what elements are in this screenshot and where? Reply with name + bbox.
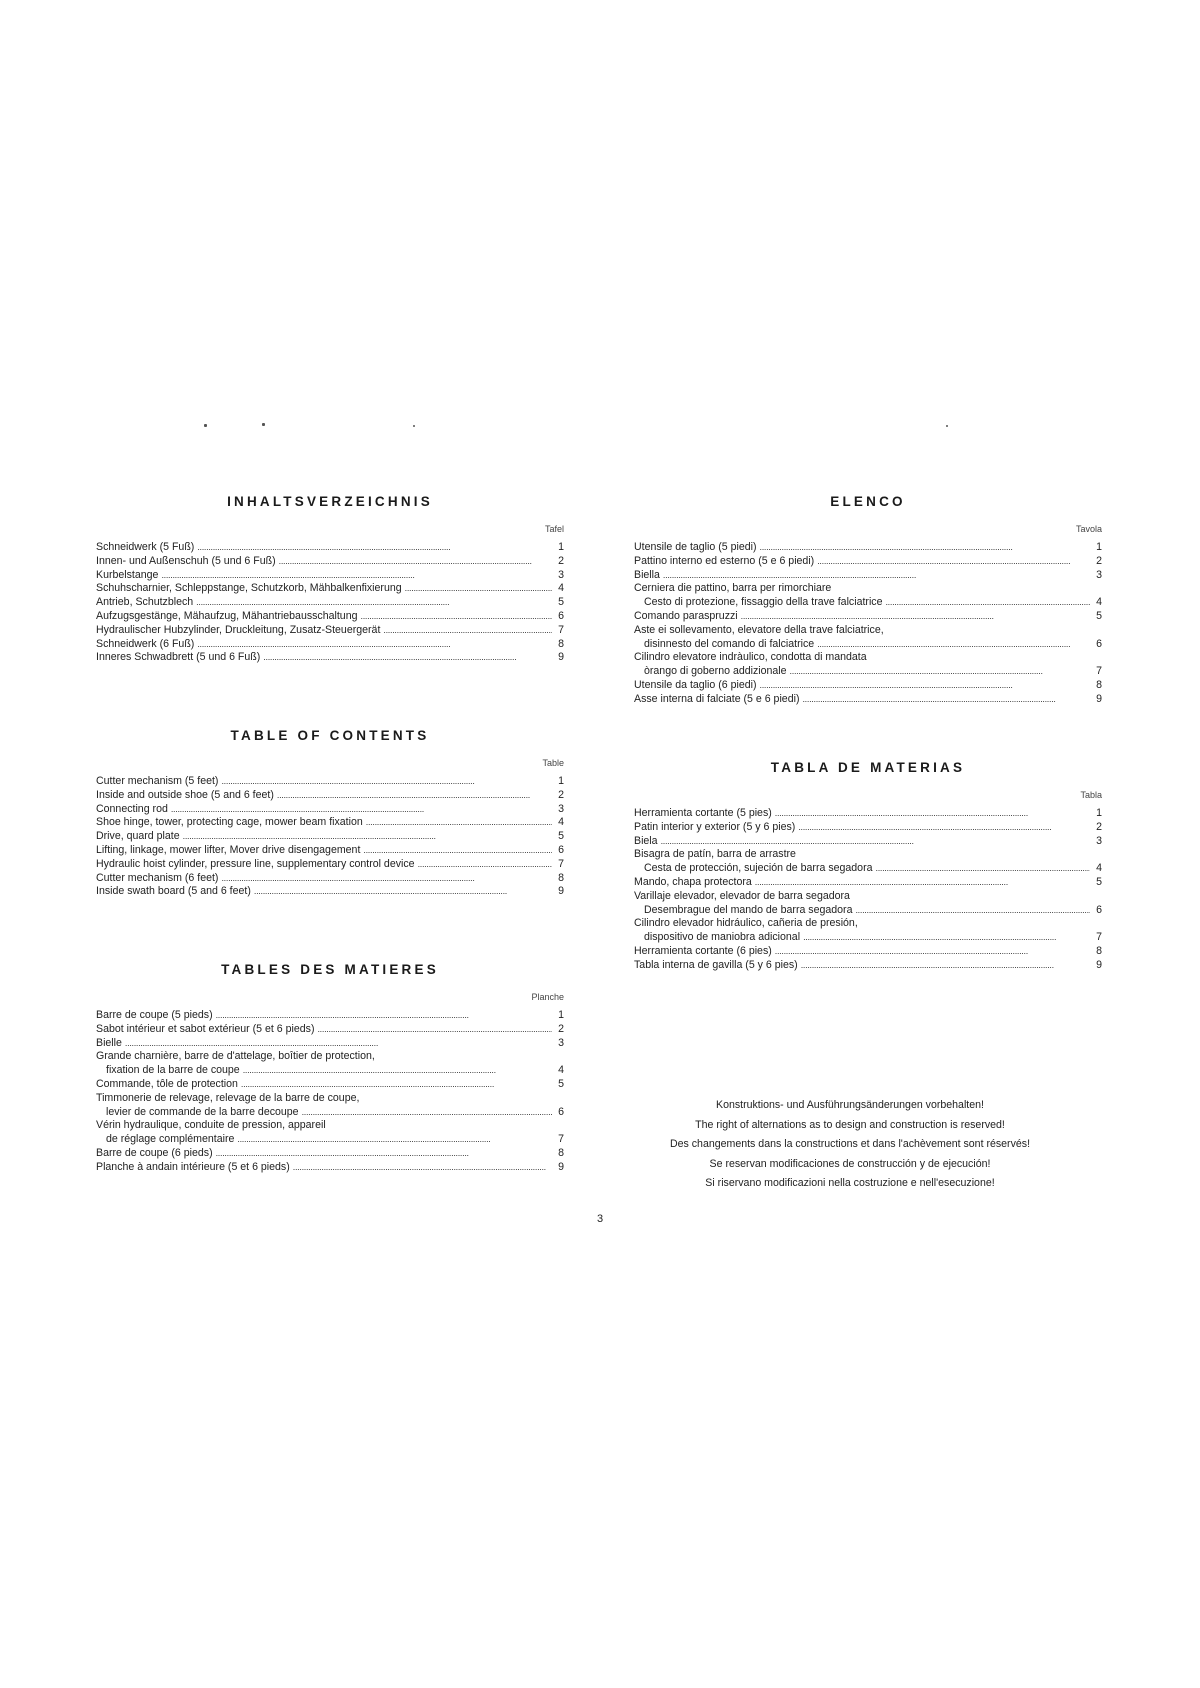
- toc-entry-text: fixation de la barre de coupe: [106, 1064, 240, 1077]
- toc-entry-page: 2: [1096, 554, 1102, 567]
- toc-entry-page: 1: [558, 1009, 564, 1021]
- section-title: INHALTSVERZEICHNIS: [227, 494, 433, 509]
- toc-entry-text: Asse interna di falciate (5 e 6 piedi): [634, 692, 800, 705]
- toc-entry-line: [96, 872, 564, 886]
- dot-leader: [802, 693, 1090, 707]
- toc-entry: [96, 1147, 564, 1161]
- toc-entry-page: 9: [1096, 692, 1102, 705]
- toc-entry-page: 8: [558, 1146, 564, 1159]
- dot-leader: [216, 1009, 552, 1023]
- toc-entry-line: [96, 858, 564, 872]
- toc-entry-line: [96, 885, 564, 899]
- toc-entry-line: [634, 821, 1102, 835]
- dot-leader: [801, 959, 1090, 973]
- toc-entry: [634, 569, 1102, 583]
- toc-entry-page: 7: [558, 623, 564, 636]
- print-speck: [204, 424, 207, 427]
- toc-entry-text: Antrieb, Schutzblech: [96, 596, 194, 609]
- toc-entry-text: Desembrague del mando de barra segadora: [644, 903, 853, 916]
- dot-leader: [790, 665, 1090, 679]
- toc-entry-text: levier de commande de la barre decoupe: [106, 1105, 299, 1118]
- toc-entry-line: [96, 638, 564, 652]
- dot-leader: [760, 541, 1091, 555]
- toc-entry-text: Mando, chapa protectora: [634, 875, 752, 888]
- toc-entry-line: [96, 775, 564, 789]
- toc-entry-line: [634, 596, 1102, 610]
- toc-entry-line: [634, 679, 1102, 693]
- dot-leader: [755, 876, 1090, 890]
- dot-leader: [171, 803, 552, 817]
- column-label: Table: [542, 758, 564, 768]
- toc-entry: [96, 1119, 564, 1147]
- toc-entry-page: 6: [558, 1105, 564, 1118]
- column-label: Tafel: [544, 524, 564, 534]
- note-line-de: Konstruktions- und Ausführungsänderungen vorbehalten!: [716, 1099, 984, 1111]
- dot-leader: [760, 679, 1091, 693]
- toc-entry: [96, 1050, 564, 1078]
- toc-entry-text: Cesto di protezione, fissaggio della trave falciatrice: [644, 596, 883, 609]
- toc-entry-page: 3: [1096, 834, 1102, 847]
- toc-entry-page: 7: [558, 1133, 564, 1146]
- print-speck: [946, 425, 948, 427]
- toc-entry-text: Planche à andain intérieure (5 et 6 pieds): [96, 1160, 290, 1173]
- toc-entry-page: 1: [558, 775, 564, 787]
- toc-entry-text: Cesta de protección, sujeción de barra segadora: [644, 862, 873, 875]
- dot-leader: [885, 596, 1090, 610]
- toc-entry-page: 4: [558, 582, 564, 595]
- toc-entry-page: 6: [1096, 903, 1102, 916]
- dot-leader: [221, 775, 552, 789]
- toc-entry-text: Vérin hydraulique, conduite de pression, appareil: [96, 1119, 326, 1132]
- toc-entry-line: [96, 1119, 564, 1133]
- toc-entry-line: [634, 582, 1102, 596]
- toc-entry-text: Bielle: [96, 1036, 122, 1049]
- toc-entry-text: dispositivo de maniobra adicional: [644, 931, 801, 944]
- toc-entry-page: 6: [1096, 637, 1102, 650]
- toc-entry-text: disinnesto del comando di falciatrice: [644, 637, 815, 650]
- toc-entry-text: Inneres Schwadbrett (5 und 6 Fuß): [96, 651, 261, 664]
- toc-entry: [96, 1037, 564, 1051]
- toc-entry-page: 6: [558, 609, 564, 622]
- toc-entry: [634, 848, 1102, 876]
- dot-leader: [741, 610, 1090, 624]
- toc-entry-text: Biella: [634, 568, 660, 581]
- toc-entry-text: Hydraulischer Hubzylinder, Druckleitung, Zusatz-Steuergerät: [96, 623, 381, 636]
- toc-entry-line: [96, 1009, 564, 1023]
- print-speck: [413, 425, 415, 427]
- toc-entry-text: Tabla interna de gavilla (5 y 6 pies): [634, 958, 798, 971]
- toc-entry-line: [634, 693, 1102, 707]
- toc-entry-page: 6: [558, 843, 564, 856]
- toc-entry-line: [96, 610, 564, 624]
- toc-entry-line: [96, 1064, 564, 1078]
- toc-entry-text: de réglage complémentaire: [106, 1133, 235, 1146]
- toc-entry-line: [96, 844, 564, 858]
- note-line-it: Si riservano modificazioni nella costruzione e nell'esecuzione!: [705, 1177, 995, 1189]
- toc-entry: [96, 1078, 564, 1092]
- toc-entry-page: 7: [1096, 665, 1102, 678]
- toc-entry-line: [96, 1050, 564, 1064]
- toc-entry-line: [96, 1133, 564, 1147]
- toc-english: [96, 728, 564, 899]
- toc-entry-page: 3: [558, 568, 564, 581]
- toc-entry-line: [634, 638, 1102, 652]
- toc-entry-line: [96, 1023, 564, 1037]
- toc-entry-text: Cutter mechanism (6 feet): [96, 871, 219, 884]
- toc-entry: [96, 1161, 564, 1175]
- dot-leader: [216, 1147, 552, 1161]
- toc-entry-text: Cerniera die pattino, barra per rimorchiare: [634, 582, 832, 595]
- section-title: TABLES DES MATIERES: [221, 962, 439, 977]
- toc-entry-text: Herramienta cortante (5 pies): [634, 807, 772, 819]
- toc-entry: [96, 651, 564, 665]
- toc-entry-page: 9: [558, 651, 564, 664]
- toc-entry-line: [634, 862, 1102, 876]
- toc-entry-line: [634, 890, 1102, 904]
- toc-entry-page: 2: [558, 1022, 564, 1035]
- dot-leader: [237, 1133, 552, 1147]
- toc-entry-text: Connecting rod: [96, 802, 168, 815]
- toc-entry-page: 4: [558, 816, 564, 829]
- toc-entry: [96, 638, 564, 652]
- toc-entry: [96, 872, 564, 886]
- toc-entry-text: Biela: [634, 834, 658, 847]
- dot-leader: [243, 1064, 552, 1078]
- toc-entry-line: [96, 569, 564, 583]
- toc-entry: [96, 885, 564, 899]
- toc-entry-line: [96, 789, 564, 803]
- toc-entry-text: Shoe hinge, tower, protecting cage, mower beam fixation: [96, 816, 363, 829]
- toc-entry-line: [634, 835, 1102, 849]
- toc-entry: [96, 555, 564, 569]
- toc-entry-text: Pattino interno ed esterno (5 e 6 piedi): [634, 554, 815, 567]
- toc-entry-line: [634, 569, 1102, 583]
- dot-leader: [161, 569, 552, 583]
- toc-entry-line: [96, 1106, 564, 1120]
- toc-entry-line: [634, 665, 1102, 679]
- column-label: Tavola: [1075, 524, 1102, 534]
- toc-entry-text: Inside and outside shoe (5 and 6 feet): [96, 788, 274, 801]
- dot-leader: [263, 651, 552, 665]
- toc-spanish: [634, 760, 1102, 973]
- toc-entry-page: 9: [558, 885, 564, 898]
- toc-entry-text: Schneidwerk (6 Fuß): [96, 637, 195, 650]
- toc-entry: [634, 624, 1102, 652]
- dot-leader: [855, 904, 1090, 918]
- dot-leader: [254, 885, 552, 899]
- dot-leader: [221, 872, 552, 886]
- toc-entry-line: [96, 555, 564, 569]
- toc-entry-text: òrango di goberno addizionale: [644, 665, 787, 678]
- toc-entry-line: [96, 1078, 564, 1092]
- toc-entry-text: Sabot intérieur et sabot extérieur (5 et 6 pieds): [96, 1022, 315, 1035]
- toc-entry-page: 1: [1096, 541, 1102, 553]
- toc-entry-line: [634, 848, 1102, 862]
- toc-entry-text: Utensile da taglio (6 piedi): [634, 678, 757, 691]
- toc-entry-page: 9: [1096, 958, 1102, 971]
- toc-entry: [634, 835, 1102, 849]
- toc-entry-text: Drive, quard plate: [96, 830, 180, 843]
- toc-entry-text: Lifting, linkage, mower lifter, Mover drive disengagement: [96, 843, 361, 856]
- toc-entry-line: [634, 651, 1102, 665]
- toc-entry-line: [96, 1147, 564, 1161]
- toc-entry: [634, 821, 1102, 835]
- toc-entry-page: 4: [558, 1064, 564, 1077]
- toc-entry: [96, 844, 564, 858]
- toc-entry-page: 9: [558, 1160, 564, 1173]
- dot-leader: [366, 816, 552, 830]
- toc-entry: [634, 917, 1102, 945]
- dot-leader: [197, 638, 552, 652]
- toc-entry-line: [634, 959, 1102, 973]
- toc-entry-line: [634, 555, 1102, 569]
- toc-entry-page: 5: [558, 1077, 564, 1090]
- toc-entry: [634, 945, 1102, 959]
- toc-entry-line: [96, 1161, 564, 1175]
- dot-leader: [241, 1078, 552, 1092]
- dot-leader: [418, 858, 552, 872]
- toc-entry-text: Cilindro elevatore indràulico, condotta di mandata: [634, 651, 867, 664]
- toc-entry: [634, 555, 1102, 569]
- toc-italian: [634, 494, 1102, 707]
- toc-entry-text: Grande charnière, barre de d'attelage, boîtier de protection,: [96, 1050, 375, 1063]
- toc-entry-page: 4: [1096, 596, 1102, 609]
- dot-leader: [661, 835, 1090, 849]
- toc-entry-text: Bisagra de patín, barra de arrastre: [634, 848, 796, 861]
- toc-entry: [634, 876, 1102, 890]
- toc-entry-page: 4: [1096, 862, 1102, 875]
- toc-entry: [96, 1009, 564, 1023]
- dot-leader: [197, 541, 552, 555]
- toc-entry-page: 8: [1096, 944, 1102, 957]
- toc-entry-line: [96, 816, 564, 830]
- toc-entry: [634, 693, 1102, 707]
- toc-entry: [634, 582, 1102, 610]
- note-line-en: The right of alternations as to design and construction is reserved!: [695, 1118, 1005, 1131]
- toc-entry-line: [634, 541, 1102, 555]
- column-label: Tabla: [1080, 790, 1102, 800]
- toc-entry-line: [634, 610, 1102, 624]
- dot-leader: [405, 582, 552, 596]
- toc-entry-text: Inside swath board (5 and 6 feet): [96, 885, 251, 898]
- toc-entry: [634, 890, 1102, 918]
- toc-entry-page: 8: [558, 637, 564, 650]
- toc-entry: [96, 569, 564, 583]
- dot-leader: [196, 596, 552, 610]
- dot-leader: [798, 821, 1090, 835]
- toc-entry-text: Aufzugsgestänge, Mähaufzug, Mähantriebausschaltung: [96, 609, 358, 622]
- toc-entry: [96, 775, 564, 789]
- dot-leader: [317, 1023, 552, 1037]
- toc-entry: [96, 830, 564, 844]
- toc-entry: [96, 624, 564, 638]
- toc-entry-text: Patin interior y exterior (5 y 6 pies): [634, 820, 796, 833]
- toc-entry-line: [96, 1092, 564, 1106]
- toc-entry-line: [634, 807, 1102, 821]
- toc-entry-page: 3: [1096, 568, 1102, 581]
- dot-leader: [663, 569, 1090, 583]
- dot-leader: [302, 1106, 552, 1120]
- toc-entry-page: 7: [558, 857, 564, 870]
- toc-entry-line: [96, 803, 564, 817]
- toc-entry-text: Barre de coupe (6 pieds): [96, 1146, 213, 1159]
- toc-entry-text: Comando paraspruzzi: [634, 609, 738, 622]
- dot-leader: [775, 807, 1090, 821]
- toc-entry-line: [96, 582, 564, 596]
- toc-entry: [634, 610, 1102, 624]
- toc-entry-line: [634, 931, 1102, 945]
- toc-entry: [96, 596, 564, 610]
- dot-leader: [817, 638, 1090, 652]
- dot-leader: [183, 830, 552, 844]
- section-title: ELENCO: [830, 494, 906, 509]
- toc-entry-page: 8: [558, 871, 564, 884]
- toc-entry: [96, 1092, 564, 1120]
- toc-entry-text: Herramienta cortante (6 pies): [634, 944, 772, 957]
- section-title: TABLA DE MATERIAS: [770, 760, 966, 775]
- toc-entry: [634, 541, 1102, 555]
- toc-entry-page: 1: [558, 541, 564, 553]
- toc-entry-line: [96, 624, 564, 638]
- dot-leader: [803, 931, 1090, 945]
- toc-entry: [96, 1023, 564, 1037]
- toc-entry-text: Cutter mechanism (5 feet): [96, 775, 219, 787]
- toc-entry-page: 3: [558, 802, 564, 815]
- toc-entry: [634, 651, 1102, 679]
- toc-entry-text: Barre de coupe (5 pieds): [96, 1009, 213, 1021]
- toc-entry-text: Commande, tôle de protection: [96, 1077, 238, 1090]
- toc-entry: [96, 582, 564, 596]
- dot-leader: [279, 555, 552, 569]
- dot-leader: [876, 862, 1091, 876]
- section-title: TABLE OF CONTENTS: [230, 728, 430, 743]
- toc-entry-line: [96, 596, 564, 610]
- toc-entry-page: 2: [558, 788, 564, 801]
- toc-entry-page: 2: [558, 554, 564, 567]
- reservation-note: [610, 1096, 1090, 1194]
- note-line-es: Se reservan modificaciones de construcción y de ejecución!: [709, 1157, 991, 1170]
- toc-entry-text: Timmonerie de relevage, relevage de la barre de coupe,: [96, 1091, 360, 1104]
- toc-entry-line: [96, 830, 564, 844]
- dot-leader: [293, 1161, 552, 1175]
- toc-entry-page: 5: [1096, 609, 1102, 622]
- toc-entry-line: [96, 541, 564, 555]
- toc-entry-line: [634, 904, 1102, 918]
- toc-entry-text: Utensile de taglio (5 piedi): [634, 541, 757, 553]
- toc-entry-line: [634, 917, 1102, 931]
- toc-entry-text: Varillaje elevador, elevador de barra segadora: [634, 889, 850, 902]
- toc-entry-text: Schneidwerk (5 Fuß): [96, 541, 195, 553]
- toc-entry: [96, 789, 564, 803]
- page-number: 3: [596, 1213, 604, 1225]
- toc-entry-line: [96, 1037, 564, 1051]
- toc-entry-text: Hydraulic hoist cylinder, pressure line, supplementary control device: [96, 857, 415, 870]
- toc-entry-page: 1: [1096, 807, 1102, 819]
- toc-german: [96, 494, 564, 665]
- toc-entry-text: Aste ei sollevamento, elevatore della trave falciatrice,: [634, 623, 884, 636]
- toc-entry: [96, 541, 564, 555]
- toc-entry: [96, 816, 564, 830]
- print-speck: [262, 423, 265, 426]
- dot-leader: [383, 624, 552, 638]
- note-line-fr: Des changements dans la constructions et dans l'achèvement sont réservés!: [669, 1138, 1031, 1150]
- toc-entry-text: Innen- und Außenschuh (5 und 6 Fuß): [96, 554, 276, 567]
- toc-entry: [634, 679, 1102, 693]
- dot-leader: [277, 789, 552, 803]
- toc-entry-line: [634, 876, 1102, 890]
- toc-entry-page: 7: [1096, 931, 1102, 944]
- toc-entry: [96, 610, 564, 624]
- dot-leader: [775, 945, 1090, 959]
- toc-entry-line: [634, 945, 1102, 959]
- dot-leader: [125, 1037, 552, 1051]
- toc-entry-page: 5: [558, 830, 564, 843]
- toc-entry-line: [634, 624, 1102, 638]
- dot-leader: [363, 844, 552, 858]
- toc-entry: [96, 858, 564, 872]
- toc-entry-text: Kurbelstange: [96, 568, 159, 581]
- toc-entry: [634, 807, 1102, 821]
- toc-entry-page: 5: [558, 596, 564, 609]
- toc-entry-page: 3: [558, 1036, 564, 1049]
- dot-leader: [361, 610, 553, 624]
- toc-entry-text: Cilindro elevador hidráulico, cañeria de presión,: [634, 917, 858, 930]
- toc-entry-page: 8: [1096, 678, 1102, 691]
- toc-french: [96, 962, 564, 1175]
- toc-entry-page: 5: [1096, 875, 1102, 888]
- toc-entry-page: 2: [1096, 820, 1102, 833]
- toc-entry-text: Schuhscharnier, Schleppstange, Schutzkorb, Mähbalkenfixierung: [96, 582, 402, 595]
- toc-entry: [96, 803, 564, 817]
- toc-entry-line: [96, 651, 564, 665]
- toc-entry: [634, 959, 1102, 973]
- dot-leader: [817, 555, 1090, 569]
- column-label: Planche: [531, 992, 564, 1002]
